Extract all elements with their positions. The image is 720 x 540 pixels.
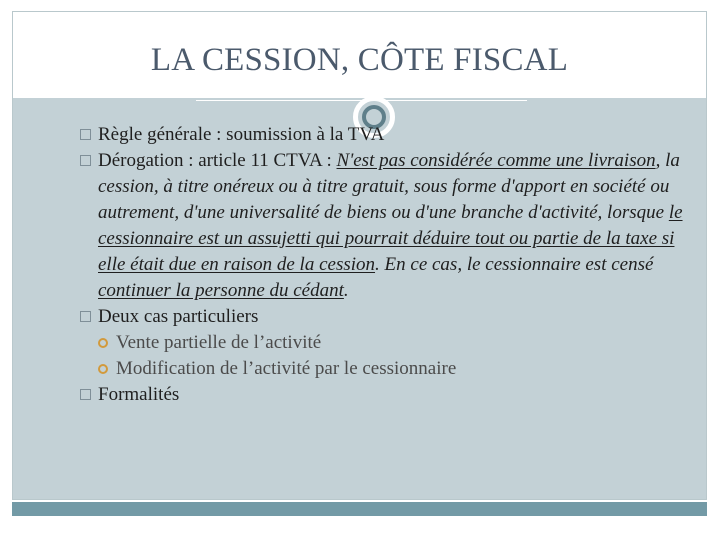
title-area (13, 12, 706, 98)
page-title: LA CESSION, CÔTE FISCAL (150, 42, 569, 78)
derogation-underlined-3: continuer la personne du cédant (98, 280, 344, 301)
slide-body (80, 122, 690, 408)
bullet-text: Deux cas particuliers (98, 306, 259, 327)
sub-bullet-vente-partielle (80, 330, 690, 356)
bottom-band (12, 502, 707, 516)
derogation-lead: Dérogation : article 11 CTVA : (98, 150, 337, 171)
derogation-text-2: . En ce cas, le cessionnaire est censé (375, 254, 654, 275)
square-bullet-icon (80, 129, 91, 140)
square-bullet-icon (80, 389, 91, 400)
bullet-deux-cas (80, 304, 690, 330)
sub-bullet-text: Vente partielle de l’activité (116, 332, 322, 353)
bullet-text: Formalités (98, 384, 180, 405)
circle-bullet-icon (98, 364, 108, 374)
sub-bullet-modification (80, 356, 690, 382)
bullet-formalites (80, 382, 690, 408)
square-bullet-icon (80, 311, 91, 322)
derogation-underlined-2: le cessionnaire est un assujetti qui pourrait déduire tout ou partie de la taxe si elle était due en raison de la cession (98, 202, 683, 275)
bullet-regle-generale (80, 122, 690, 148)
sub-bullet-text: Modification de l’activité par le cessionnaire (116, 358, 457, 379)
derogation-underlined-1: N'est pas considérée comme une livraison (336, 150, 656, 171)
derogation-text-1: , la cession, à titre onéreux ou à titre gratuit, sous forme d'apport en société ou autrement, d'une universalité de biens ou d'une branche d'activité, lorsque (98, 150, 680, 223)
derogation-text-3: . (343, 280, 349, 301)
circle-bullet-icon (98, 338, 108, 348)
bullet-text: Règle générale : soumission à la TVA (98, 124, 385, 145)
bullet-derogation (80, 148, 690, 304)
square-bullet-icon (80, 155, 91, 166)
